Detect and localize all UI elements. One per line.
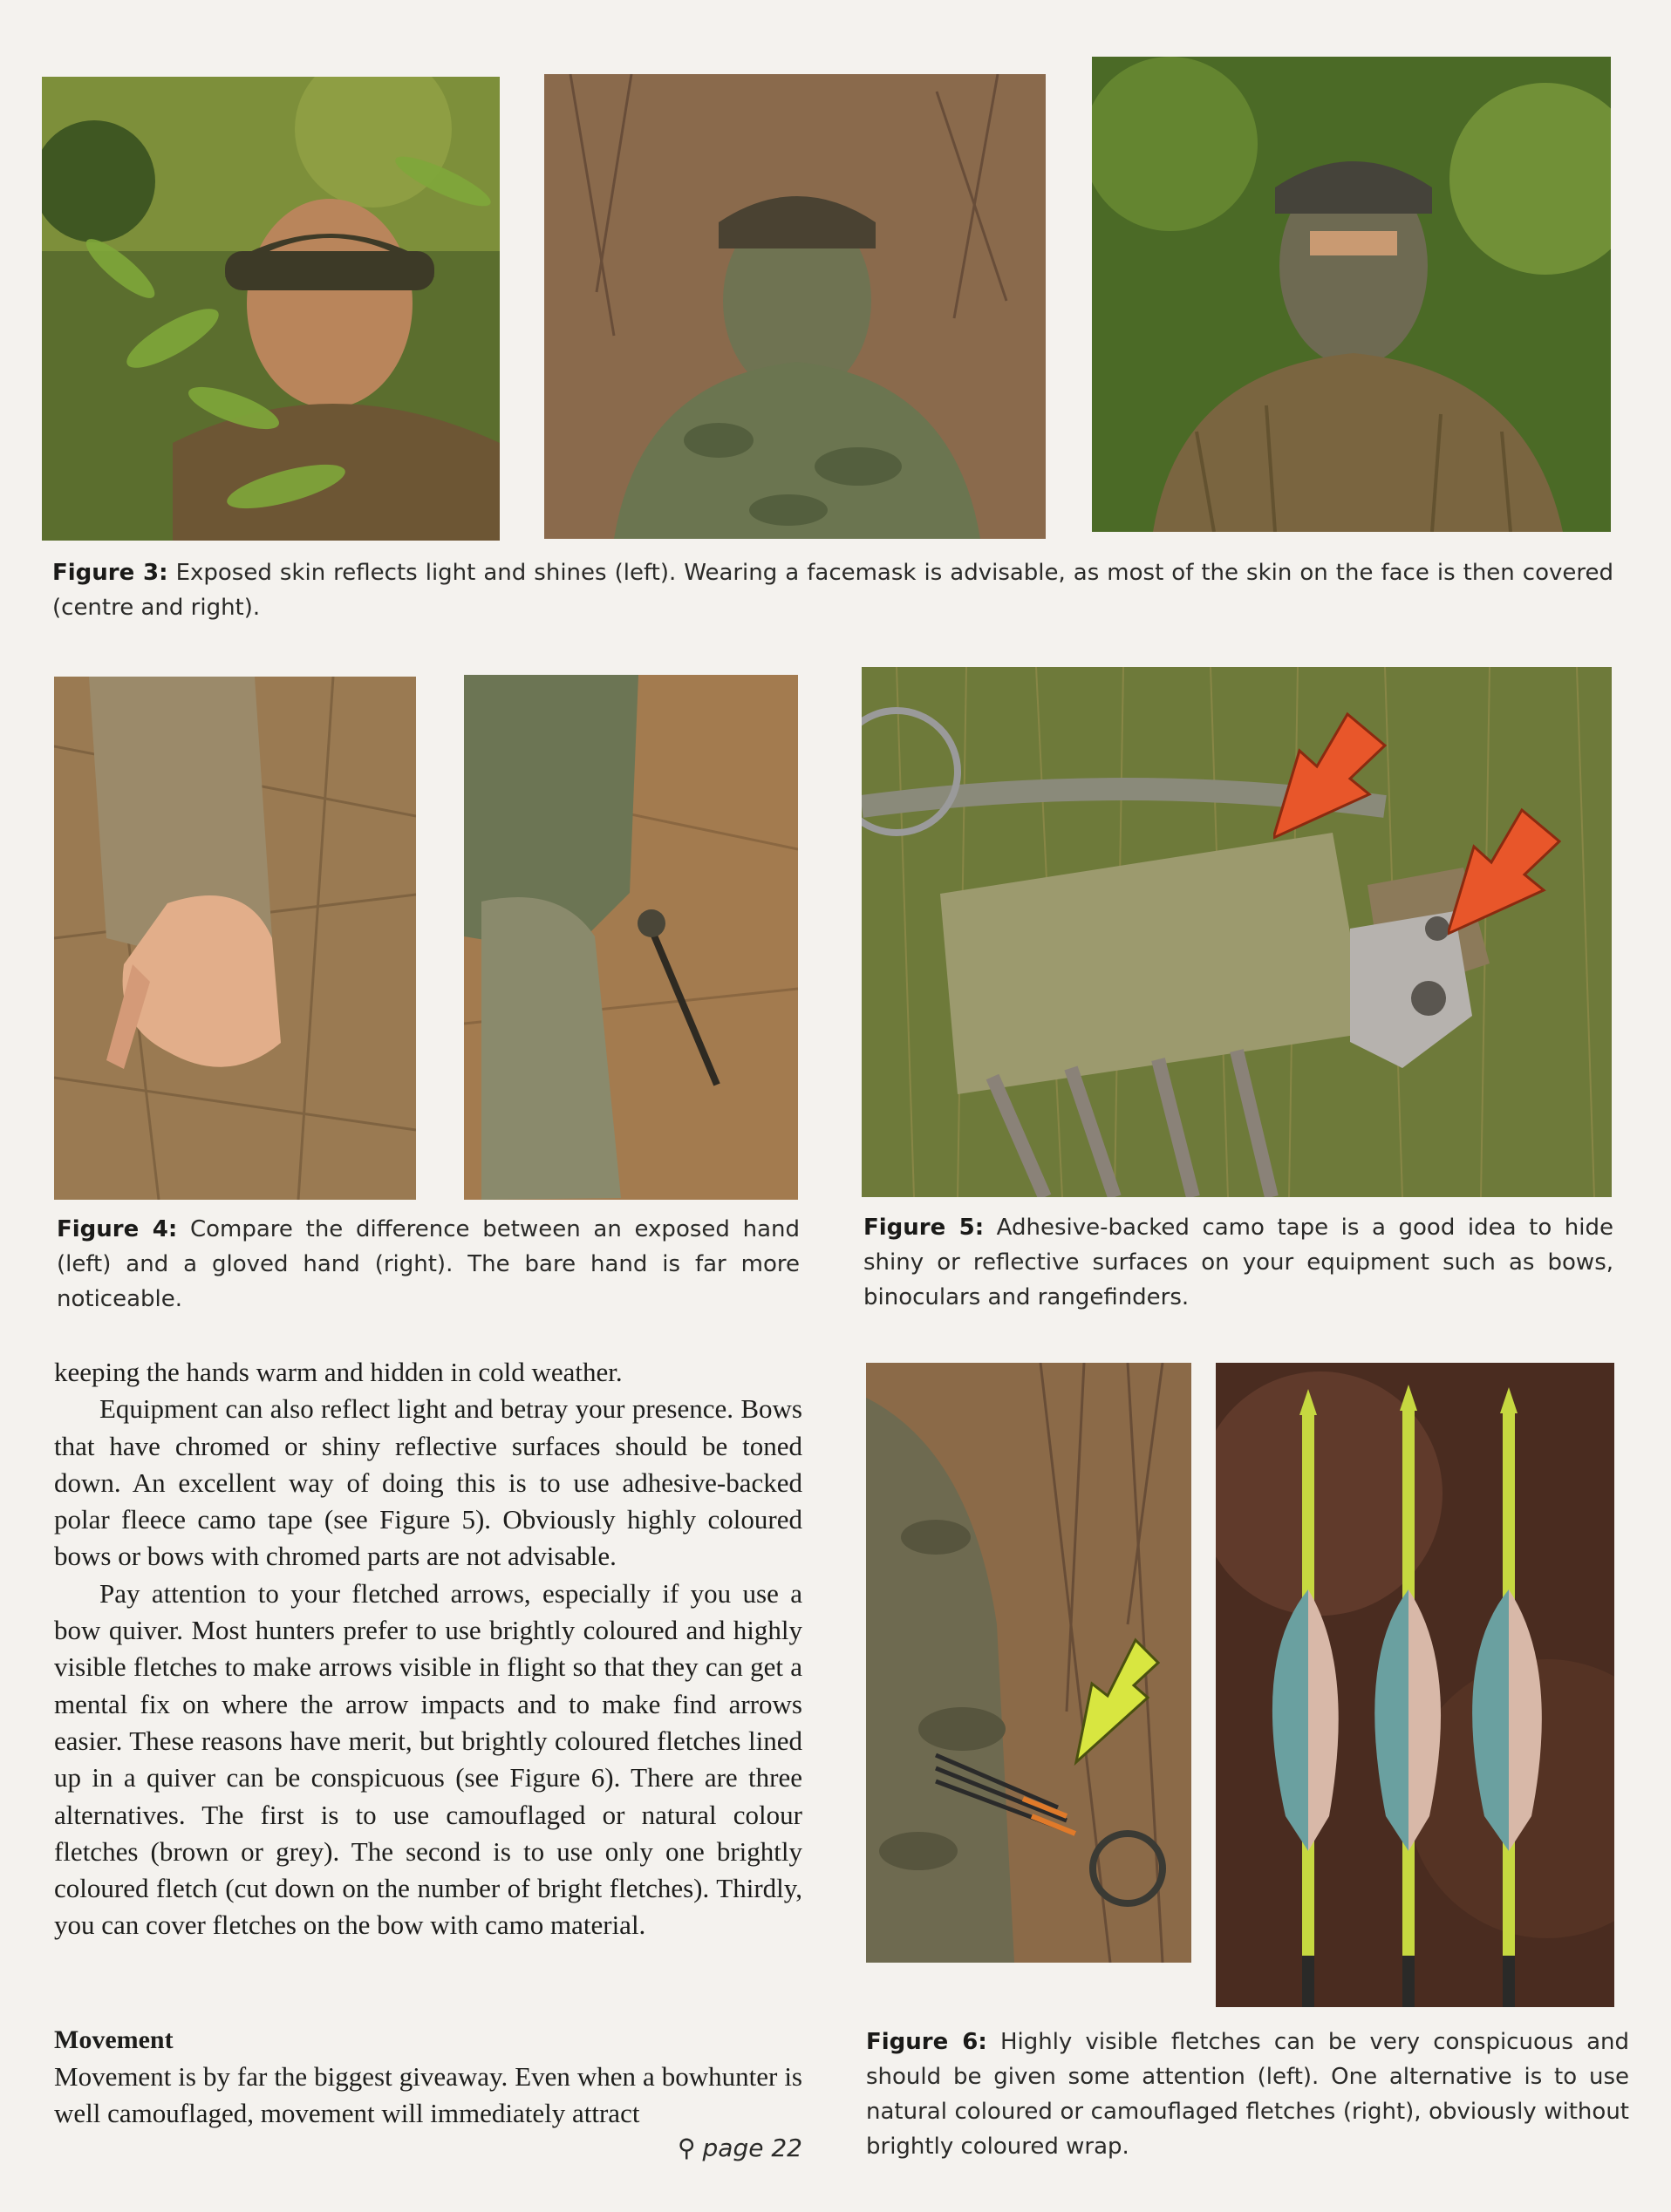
figure3-photo-centre (544, 74, 1046, 539)
figure3-photo-right (1092, 57, 1611, 532)
figure6-arrow-icon (1073, 1637, 1160, 1767)
paragraph-3: Pay attention to your fletched arrows, especially if you use a bow quiver. Most hunters prefer to use brightly coloured and highly visible fletches to make arrows visible in flight so that they can get a mental fix on where the arrow impacts and to make find arrows easier. These reasons have merit, but brightly coloured fletches lined up in a quiver can be conspicuous (see Figure 6). There are three alternatives. The first is to use camouflaged or natural colour fletches (brown or grey). The second is to use only one brightly coloured fletch (cut down on the number of bright fletches). Thirdly, you can cover fletches on the bow with camo material. (54, 1577, 802, 1941)
figure6-caption (866, 2025, 1629, 2164)
paragraph-4: Movement is by far the biggest giveaway. Even when a bowhunter is well camouflaged, movement will immediately attract (54, 2061, 802, 2129)
figure3-caption (52, 555, 1613, 625)
figure5-caption (863, 1210, 1613, 1315)
figure4-photo-right (464, 675, 798, 1200)
figure3-photo-left (42, 77, 500, 541)
paragraph-1: keeping the hands warm and hidden in cold weather. (54, 1357, 623, 1387)
figure5-arrow-2-icon (1448, 807, 1561, 937)
figure5-text: Adhesive-backed camo tape is a good idea to hide shiny or reflective surfaces on your equipment such as bows, binoculars and rangefinders. (863, 1215, 1613, 1310)
section-heading-movement: Movement (54, 2025, 174, 2054)
figure3-text: Exposed skin reflects light and shines (left). Wearing a facemask is advisable, as most of the skin on the face is then covered (centre and right). (52, 560, 1614, 621)
figure6-photo-right (1216, 1363, 1614, 2007)
figure4-label: Figure 4: (57, 1216, 178, 1242)
page-continuation (645, 2134, 802, 2162)
figure5-label: Figure 5: (863, 1215, 985, 1241)
figure3-label: Figure 3: (52, 560, 168, 586)
figure5-arrow-1-icon (1273, 711, 1387, 841)
article-body (54, 1354, 802, 1944)
figure6-text: Highly visible fletches can be very conspicuous and should be given some attention (left). One alternative is to use natural coloured or camouflaged fletches (right), obviously without brightly coloured wrap. (866, 2029, 1629, 2160)
figure6-label: Figure 6: (866, 2029, 987, 2055)
figure4-photo-left (54, 677, 416, 1200)
figure4-text: Compare the difference between an exposed hand (left) and a gloved hand (right). The bare hand is far more noticeable. (57, 1216, 800, 1312)
page-continuation-text: page 22 (702, 2134, 802, 2162)
archer-icon: ⚲ (678, 2134, 696, 2162)
figure4-caption (57, 1212, 800, 1317)
paragraph-2: Equipment can also reflect light and betray your presence. Bows that have chromed or shiny reflective surfaces should be toned down. An excellent way of doing this is to use adhesive-backed polar fleece camo tape (see Figure 5). Obviously highly coloured bows or bows with chromed parts are not advisable. (54, 1393, 802, 1572)
